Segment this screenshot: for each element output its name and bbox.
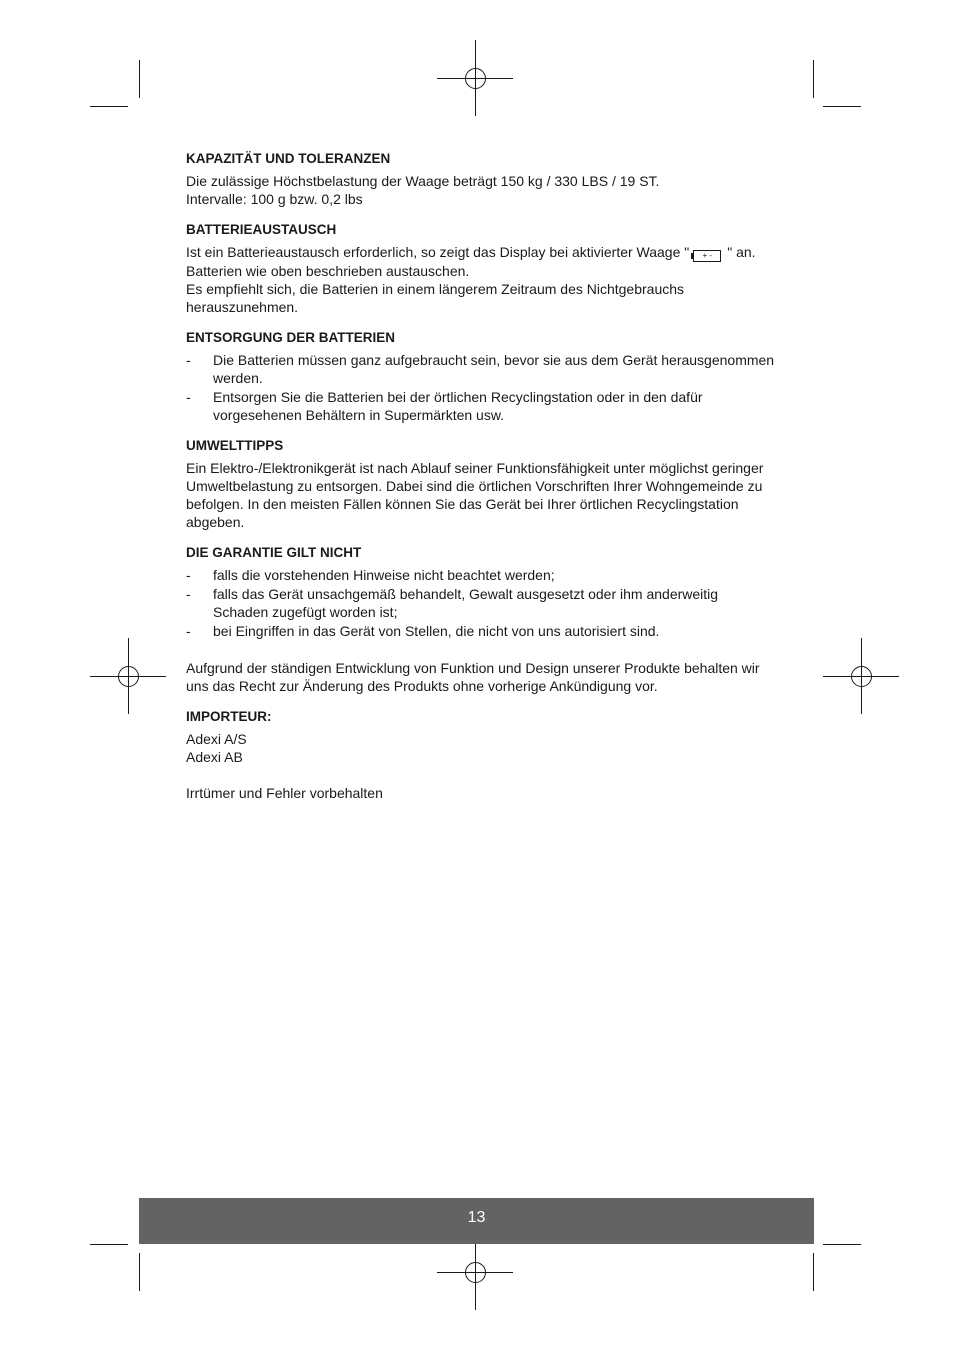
section-heading: BATTERIEAUSTAUSCH <box>186 222 337 237</box>
section-heading: KAPAZITÄT UND TOLERANZEN <box>186 151 391 166</box>
registration-mark-bottom <box>437 1234 513 1310</box>
interval-text: Intervalle: 100 g bzw. 0,2 lbs <box>186 191 363 207</box>
registration-mark-left <box>90 638 166 714</box>
list-item: - Entsorgen Sie die Batterien bei der örtlichen Recyclingstation oder in den dafür vorgesehenen Behältern in Supermärkten usw. <box>186 389 703 423</box>
crop-mark <box>139 1253 140 1291</box>
section-importeur <box>186 708 776 766</box>
crop-mark <box>813 1253 814 1291</box>
section-umwelttipps <box>186 437 776 531</box>
list-item: - bei Eingriffen in das Gerät von Stellen, die nicht von uns autorisiert sind. <box>186 623 660 639</box>
crop-mark <box>90 1244 128 1245</box>
crop-mark <box>813 60 814 98</box>
list-dash: - <box>186 567 191 583</box>
battery-removal-text: Es empfiehlt sich, die Batterien in einem längerem Zeitraum des Nichtgebrauchs herauszunehmen. <box>186 281 685 315</box>
battery-display-text <box>186 243 776 262</box>
list-item: - falls die vorstehenden Hinweise nicht beachtet werden; <box>186 567 555 583</box>
warranty-list <box>186 566 776 640</box>
crop-mark <box>139 60 140 98</box>
crop-mark <box>823 1244 861 1245</box>
battery-replace-text: Batterien wie oben beschrieben austauschen. <box>186 263 470 279</box>
registration-mark-right <box>823 638 899 714</box>
importer-name: Adexi AB <box>186 749 243 765</box>
section-batterieaustausch <box>186 221 776 316</box>
section-heading: IMPORTEUR: <box>186 709 272 724</box>
section-heading: DIE GARANTIE GILT NICHT <box>186 545 362 560</box>
list-item: - falls das Gerät unsachgemäß behandelt, Gewalt ausgesetzt oder ihm anderweitig Schaden zugefügt worden ist; <box>186 586 719 620</box>
list-dash: - <box>186 586 191 602</box>
battery-icon: + - <box>693 250 721 262</box>
page-number: 13 <box>467 1209 486 1226</box>
section-entsorgung <box>186 329 776 424</box>
list-item: - Die Batterien müssen ganz aufgebraucht sein, bevor sie aus dem Gerät herausgenommen werden. <box>186 352 775 386</box>
list-dash: - <box>186 389 191 405</box>
section-note <box>186 659 776 695</box>
battery-text-after: " an. <box>727 244 756 260</box>
section-garantie <box>186 544 776 640</box>
disposal-list <box>186 351 776 424</box>
environment-text: Ein Elektro-/Elektronikgerät ist nach Ablauf seiner Funktionsfähigkeit unter möglichst geringer Umweltbelastung zu entsorgen. Dabei sind die örtlichen Vorschriften Ihrer Wohngemeinde zu befolgen. In den meisten Fällen können Sie das Gerät bei Ihrer örtlichen Recyclingstation abgeben. <box>186 460 764 530</box>
product-change-note: Aufgrund der ständigen Entwicklung von Funktion und Design unserer Produkte behalten wir uns das Recht zur Änderung des Produkts ohne vorherige Ankündigung vor. <box>186 660 760 694</box>
footer-bar <box>139 1198 814 1244</box>
crop-mark <box>823 106 861 107</box>
list-dash: - <box>186 352 191 368</box>
crop-mark <box>90 106 128 107</box>
list-dash: - <box>186 623 191 639</box>
section-kapazitaet <box>186 150 776 208</box>
battery-text-before: Ist ein Batterieaustausch erforderlich, so zeigt das Display bei aktivierter Waage " <box>186 244 690 260</box>
section-heading: ENTSORGUNG DER BATTERIEN <box>186 330 396 345</box>
section-heading: UMWELTTIPPS <box>186 438 284 453</box>
importer-name: Adexi A/S <box>186 731 247 747</box>
registration-mark-top <box>437 40 513 116</box>
page-content <box>186 150 776 802</box>
disclaimer-text: Irrtümer und Fehler vorbehalten <box>186 785 383 801</box>
capacity-text: Die zulässige Höchstbelastung der Waage beträgt 150 kg / 330 LBS / 19 ST. <box>186 173 660 189</box>
